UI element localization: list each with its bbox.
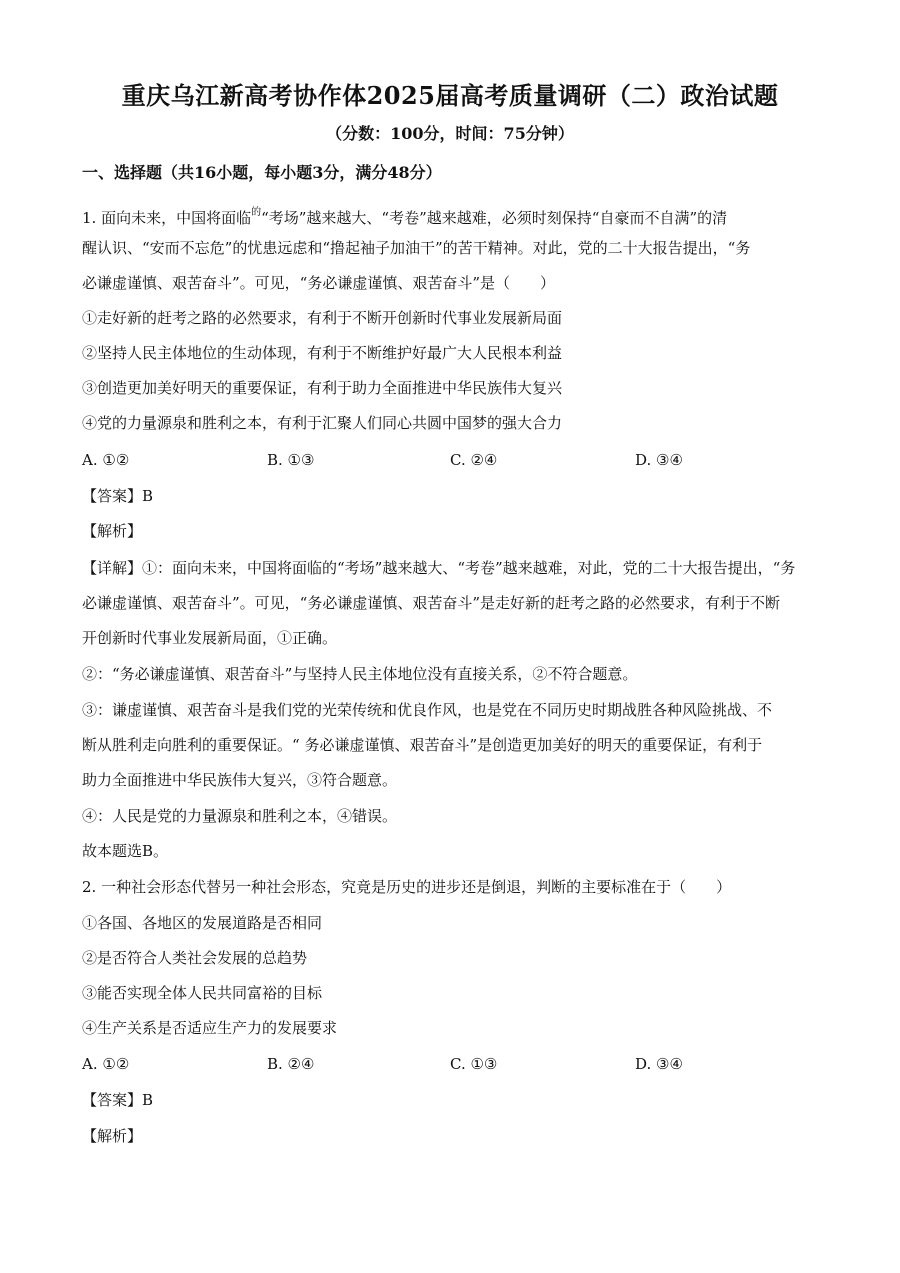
q1-stem-line-1: 1. 面向未来，中国将面临$^的$“考场”越来越大、“考卷”越来越难，必须时刻保持“自豪而不自满”的清 [82, 207, 728, 227]
q2-item-3: ③能否实现全体人民共同富裕的目标 [82, 984, 323, 1002]
q2-item-2: ②是否符合人类社会发展的总趋势 [82, 949, 308, 967]
q1-option-d: D. ③④ [635, 451, 683, 469]
q2-item-1: ①各国、各地区的发展道路是否相同 [82, 914, 323, 932]
q1-detail-line-6: 断从胜利走向胜利的重要保证。“ 务必谦虚谨慎、艰苦奋斗”是创造更加美好的明天的重要保证，有利于 [82, 736, 763, 754]
q1-analysis-label: 【解析】 [82, 522, 143, 540]
q1-detail-line-5: ③：谦虚谨慎、艰苦奋斗是我们党的光荣传统和优良作风，也是党在不同历史时期战胜各种风险挑战、不 [82, 701, 773, 719]
q1-detail-line-1: 【详解】①：面向未来，中国将面临的“考场”越来越大、“考卷”越来越难，对此，党的二十大报告提出，“务 [82, 559, 796, 577]
q1-detail-line-9: 故本题选B。 [82, 842, 169, 860]
q1-item-2: ②坚持人民主体地位的生动体现，有利于不断维护好最广大人民根本利益 [82, 344, 563, 362]
q2-answer: 【答案】B [82, 1091, 154, 1109]
section-heading: 一、选择题（共16小题，每小题3分，满分48分） [82, 163, 442, 182]
q2-analysis-label: 【解析】 [82, 1127, 143, 1145]
q2-option-b: B. ②④ [267, 1055, 315, 1073]
q1-stem-line-2: 醒认识、“安而不忘危”的忧患远虑和“撸起袖子加油干”的苦干精神。对此，党的二十大报告提出，“务 [82, 239, 751, 257]
q2-item-4: ④生产关系是否适应生产力的发展要求 [82, 1019, 338, 1037]
q1-detail-line-7: 助力全面推进中华民族伟大复兴，③符合题意。 [82, 771, 398, 789]
q1-detail-line-2: 必谦虚谨慎、艰苦奋斗”。可见，“务必谦虚谨慎、艰苦奋斗”是走好新的赶考之路的必然要求，有利于不断 [82, 594, 781, 612]
q1-option-a: A. ①② [82, 451, 130, 469]
q1-answer: 【答案】B [82, 487, 154, 505]
page-title: 重庆乌江新高考协作体2025届高考质量调研（二）政治试题 [121, 81, 779, 110]
q2-stem: 2. 一种社会形态代替另一种社会形态，究竟是历史的进步还是倒退，判断的主要标准在于（ ） [82, 878, 732, 896]
exam-info: （分数：100分，时间：75分钟） [326, 124, 574, 143]
q2-option-a: A. ①② [82, 1055, 130, 1073]
q1-detail-line-8: ④：人民是党的力量源泉和胜利之本，④错误。 [82, 807, 398, 825]
q1-item-1: ①走好新的赶考之路的必然要求，有利于不断开创新时代事业发展新局面 [82, 309, 563, 327]
q1-option-c: C. ②④ [450, 451, 498, 469]
q1-stem-line-3: 必谦虚谨慎、艰苦奋斗”。可见，“务必谦虚谨慎、艰苦奋斗”是（ ） [82, 274, 556, 292]
q2-option-c: C. ①③ [450, 1055, 498, 1073]
q1-item-3: ③创造更加美好明天的重要保证，有利于助力全面推进中华民族伟大复兴 [82, 379, 563, 397]
q1-options [82, 450, 822, 470]
q2-options [82, 1054, 822, 1074]
q1-detail-line-4: ②：“务必谦虚谨慎、艰苦奋斗”与坚持人民主体地位没有直接关系，②不符合题意。 [82, 665, 638, 683]
q1-superscript: 的 [251, 207, 262, 218]
q1-item-4: ④党的力量源泉和胜利之本，有利于汇聚人们同心共圆中国梦的强大合力 [82, 414, 563, 432]
q2-option-d: D. ③④ [635, 1055, 683, 1073]
q1-option-b: B. ①③ [267, 451, 315, 469]
q1-detail-line-3: 开创新时代事业发展新局面，①正确。 [82, 629, 338, 647]
